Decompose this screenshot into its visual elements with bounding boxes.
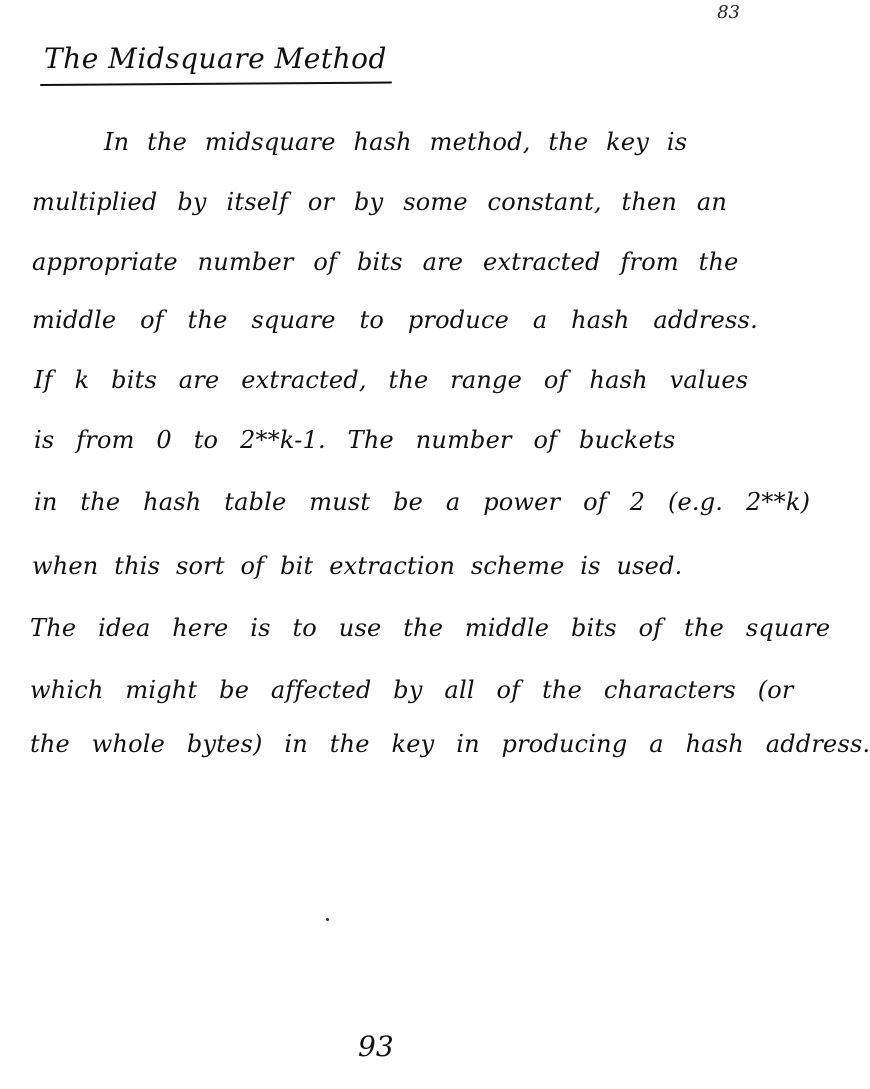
text-line-10: which might be affected by all of the characters (or: [30, 676, 794, 704]
text-line-3: appropriate number of bits are extracted from the: [32, 248, 739, 276]
text-line-6: is from 0 to 2**k-1. The number of buckets: [34, 426, 676, 454]
text-line-2: multiplied by itself or by some constant, then an: [32, 188, 728, 216]
corner-page-number: 83: [717, 2, 740, 23]
text-line-8: when this sort of bit extraction scheme is used.: [32, 552, 683, 580]
title-underline: [40, 82, 392, 86]
text-line-5: If k bits are extracted, the range of hash values: [34, 366, 749, 394]
text-line-4: middle of the square to produce a hash address.: [32, 306, 758, 334]
text-line-9: The idea here is to use the middle bits of the square: [30, 614, 831, 642]
page-title: The Midsquare Method: [44, 42, 387, 75]
text-line-1: In the midsquare hash method, the key is: [104, 128, 688, 156]
bottom-page-number: 93: [358, 1030, 394, 1063]
stray-ink-dot: [326, 918, 329, 921]
text-line-7: in the hash table must be a power of 2 (e.g. 2**k): [34, 488, 811, 516]
text-line-11: the whole bytes) in the key in producing a hash address.: [30, 730, 870, 758]
